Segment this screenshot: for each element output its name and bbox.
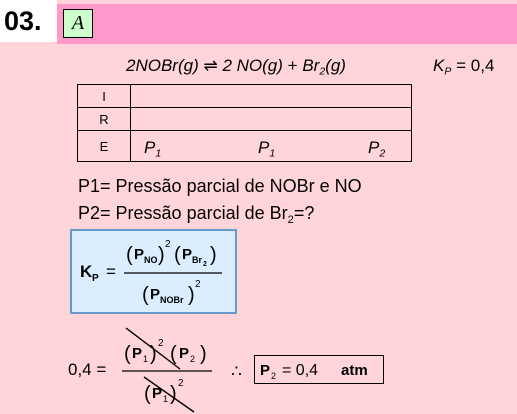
kp-value (433, 56, 494, 78)
e-value-sub: 1 (155, 147, 162, 160)
num2-subsub: 2 (203, 261, 207, 268)
row-value-i (131, 85, 412, 108)
calc-num1-sub: 1 (143, 354, 149, 364)
e-value-base: P (144, 138, 156, 157)
result-eq: = 0,4 (282, 362, 319, 379)
table-row-i (78, 85, 412, 108)
p2-sub: 2 (287, 213, 294, 226)
kp-equals: = (106, 262, 116, 281)
calc-num2: P (179, 345, 190, 362)
product-br2 (302, 56, 346, 78)
p2-text: P2= Pressão parcial de Br (78, 203, 288, 223)
paren-open: ( (124, 343, 131, 365)
calc-den-exp: 2 (178, 378, 184, 389)
table-row-r (78, 108, 412, 131)
num1-base: P (134, 246, 145, 263)
paren-open: ( (144, 383, 151, 405)
paren-close: ) (210, 244, 217, 266)
row-label-e: E (78, 131, 131, 162)
e-value-sub: 1 (269, 147, 276, 160)
definition-p2 (78, 203, 314, 226)
calc-num1-exp: 2 (158, 338, 164, 349)
calc-den-sub: 1 (163, 394, 169, 404)
reactant: 2NOBr(g) (126, 56, 199, 75)
num2-sub: Br (192, 255, 203, 265)
paren-close: ) (158, 244, 165, 266)
equilibrium-arrow-icon: ⇌ (203, 56, 218, 75)
table-row-e (78, 131, 412, 162)
calc-num2-sub: 2 (190, 354, 196, 364)
den-exp: 2 (195, 279, 201, 290)
kp-number: = 0,4 (456, 56, 495, 75)
br-base: Br (302, 56, 320, 75)
br-sub: 2 (319, 65, 326, 78)
kp-symbol-sub: P (92, 273, 99, 284)
row-label-i: I (78, 85, 131, 108)
result-unit: atm (341, 362, 368, 379)
kp-formula (70, 229, 237, 314)
result-base: P (260, 362, 271, 379)
num1-sub: NO (144, 255, 158, 265)
row-label-r: R (78, 108, 131, 131)
reaction-equation (126, 56, 346, 78)
paren-open: ( (174, 244, 181, 266)
kp-symbol: K (80, 262, 93, 281)
den-sub: NOBr (160, 295, 184, 305)
paren-open: ( (142, 284, 149, 306)
therefore-icon: ∴ (231, 362, 242, 381)
e-value-no (258, 138, 275, 160)
calc-num1: P (132, 345, 143, 362)
answer-option-box: A (63, 9, 93, 38)
question-number: 03. (0, 0, 57, 42)
paren-close: ) (170, 383, 177, 405)
e-value-sub: 2 (379, 147, 386, 160)
num1-exp: 2 (165, 239, 171, 250)
e-value-br2 (368, 138, 385, 160)
paren-open: ( (170, 343, 177, 365)
definition-p1: P1= Pressão parcial de NOBr e NO (78, 176, 362, 196)
num2-base: P (182, 246, 193, 263)
plus-sign: + (287, 56, 298, 75)
ire-table (77, 84, 412, 162)
calc-den: P (152, 385, 163, 402)
e-value-nobr (144, 138, 161, 160)
result-sub: 2 (271, 371, 277, 381)
paren-close: ) (150, 343, 157, 365)
row-value-r (131, 108, 412, 131)
paren-close: ) (188, 284, 195, 306)
den-base: P (150, 286, 161, 303)
kp-calculation (66, 324, 396, 414)
calc-lhs: 0,4 = (68, 360, 107, 379)
br-state: (g) (325, 56, 346, 75)
paren-close: ) (200, 343, 207, 365)
e-value-base: P (258, 138, 270, 157)
e-value-base: P (368, 138, 380, 157)
product-no: 2 NO(g) (222, 56, 283, 75)
header-band (57, 4, 517, 44)
paren-open: ( (126, 244, 133, 266)
p2-question: =? (293, 203, 315, 223)
kp-sub: P (444, 65, 452, 78)
kp-label: K (433, 56, 445, 75)
